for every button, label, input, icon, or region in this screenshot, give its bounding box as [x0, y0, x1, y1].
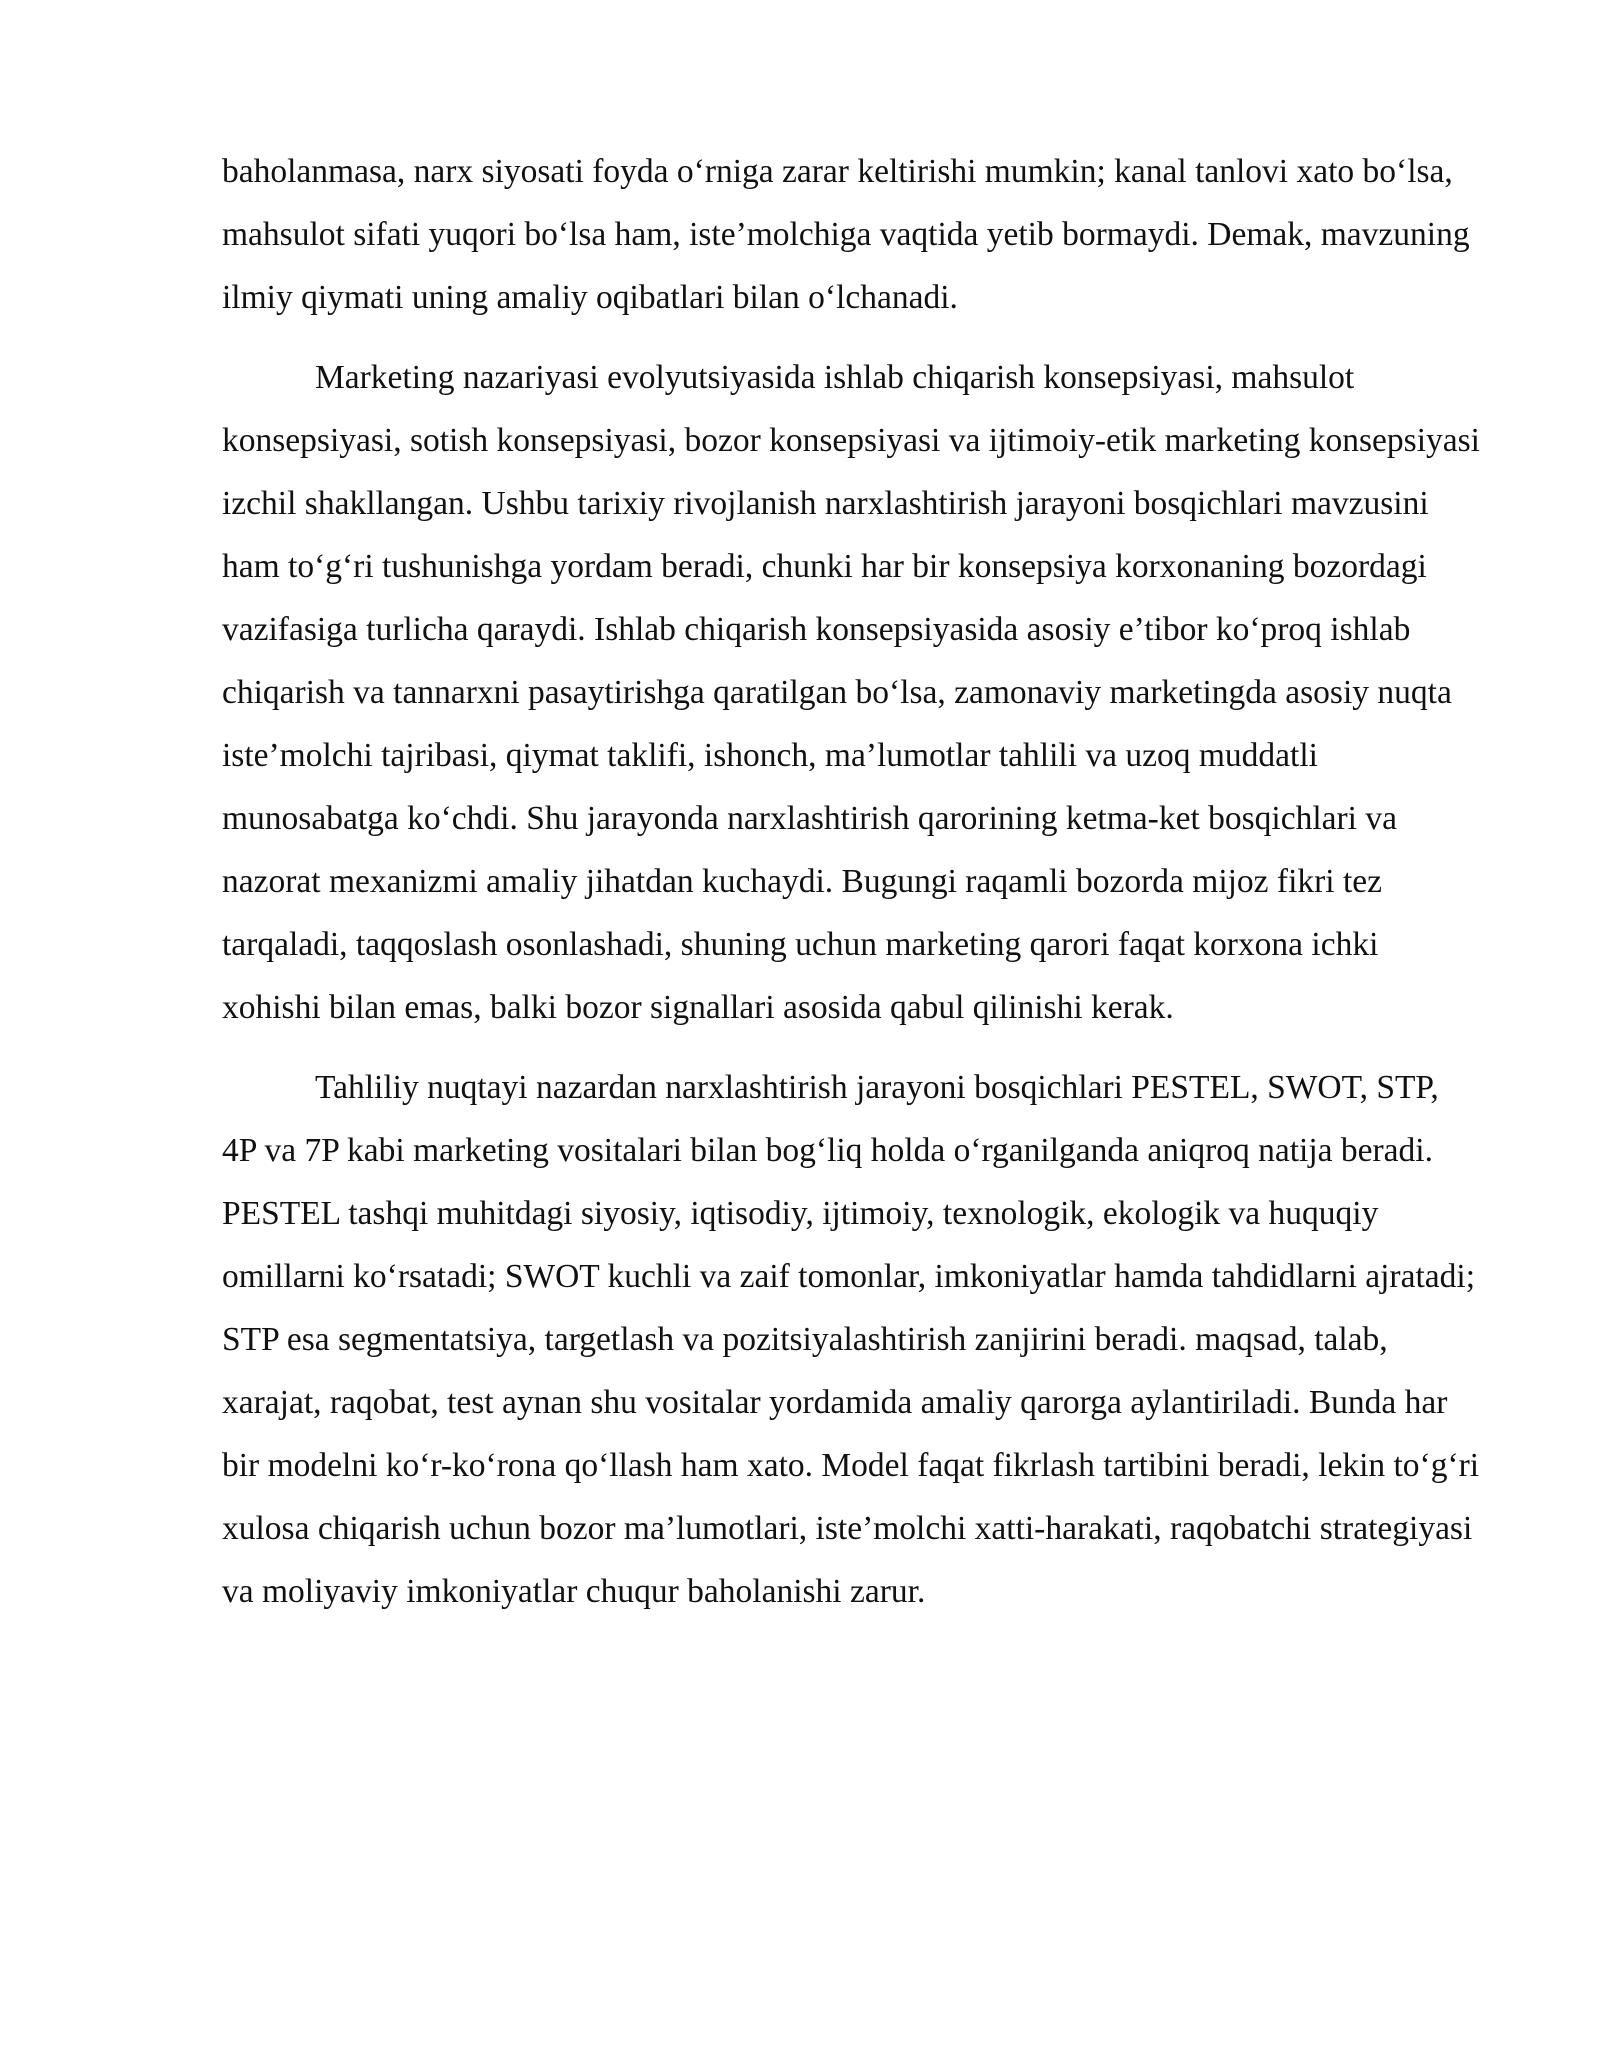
- paragraph-2: Marketing nazariyasi evolyutsiyasida ishlab chiqarish konsepsiyasi, mahsulot konsepsiyasi, sotish konsepsiyasi, bozor konsepsiyasi va ijtimoiy-etik marketing konsepsiyasi izchil shakllangan. Ushbu tarixiy rivojlanish narxlashtirish jarayoni bosqichlari mavzusini ham to‘g‘ri tushunishga yordam beradi, chunki har bir konsepsiya korxonaning bozordagi vazifasiga turlicha qaraydi. Ishlab chiqarish konsepsiyasida asosiy e’tibor ko‘proq ishlab chiqarish va tannarxni pasaytirishga qaratilgan bo‘lsa, zamonaviy marketingda asosiy nuqta iste’molchi tajribasi, qiymat taklifi, ishonch, ma’lumotlar tahlili va uzoq muddatli munosabatga ko‘chdi. Shu jarayonda narxlashtirish qarorining ketma-ket bosqichlari va nazorat mexanizmi amaliy jihatdan kuchaydi. Bugungi raqamli bozorda mijoz fikri tez tarqaladi, taqqoslash osonlashadi, shuning uchun marketing qarori faqat korxona ichki xohishi bilan emas, balki bozor signallari asosida qabul qilinishi kerak.: [222, 359, 1480, 1026]
- paragraph-1: baholanmasa, narx siyosati foyda o‘rniga zarar keltirishi mumkin; kanal tanlovi xato bo‘lsa, mahsulot sifati yuqori bo‘lsa ham, iste’molchiga vaqtida yetib bormaydi. Demak, mavzuning ilmiy qiymati uning amaliy oqibatlari bilan o‘lchanadi.: [222, 153, 1470, 316]
- paragraph-3: Tahliliy nuqtayi nazardan narxlashtirish jarayoni bosqichlari PESTEL, SWOT, STP, 4P va 7P kabi marketing vositalari bilan bog‘liq holda o‘rganilganda aniqroq natija beradi. PESTEL tashqi muhitdagi siyosiy, iqtisodiy, ijtimoiy, texnologik, ekologik va huquqiy omillarni ko‘rsatadi; SWOT kuchli va zaif tomonlar, imkoniyatlar hamda tahdidlarni ajratadi; STP esa segmentatsiya, targetlash va pozitsiyalashtirish zanjirini beradi. maqsad, talab, xarajat, raqobat, test aynan shu vositalar yordamida amaliy qarorga aylantiriladi. Bunda har bir modelni ko‘r-ko‘rona qo‘llash ham xato. Model faqat fikrlash tartibini beradi, lekin to‘g‘ri xulosa chiqarish uchun bozor ma’lumotlari, iste’molchi xatti-harakati, raqobatchi strategiyasi va moliyaviy imkoniyatlar chuqur baholanishi zarur.: [222, 1069, 1480, 1610]
- document-body: [222, 140, 1480, 1640]
